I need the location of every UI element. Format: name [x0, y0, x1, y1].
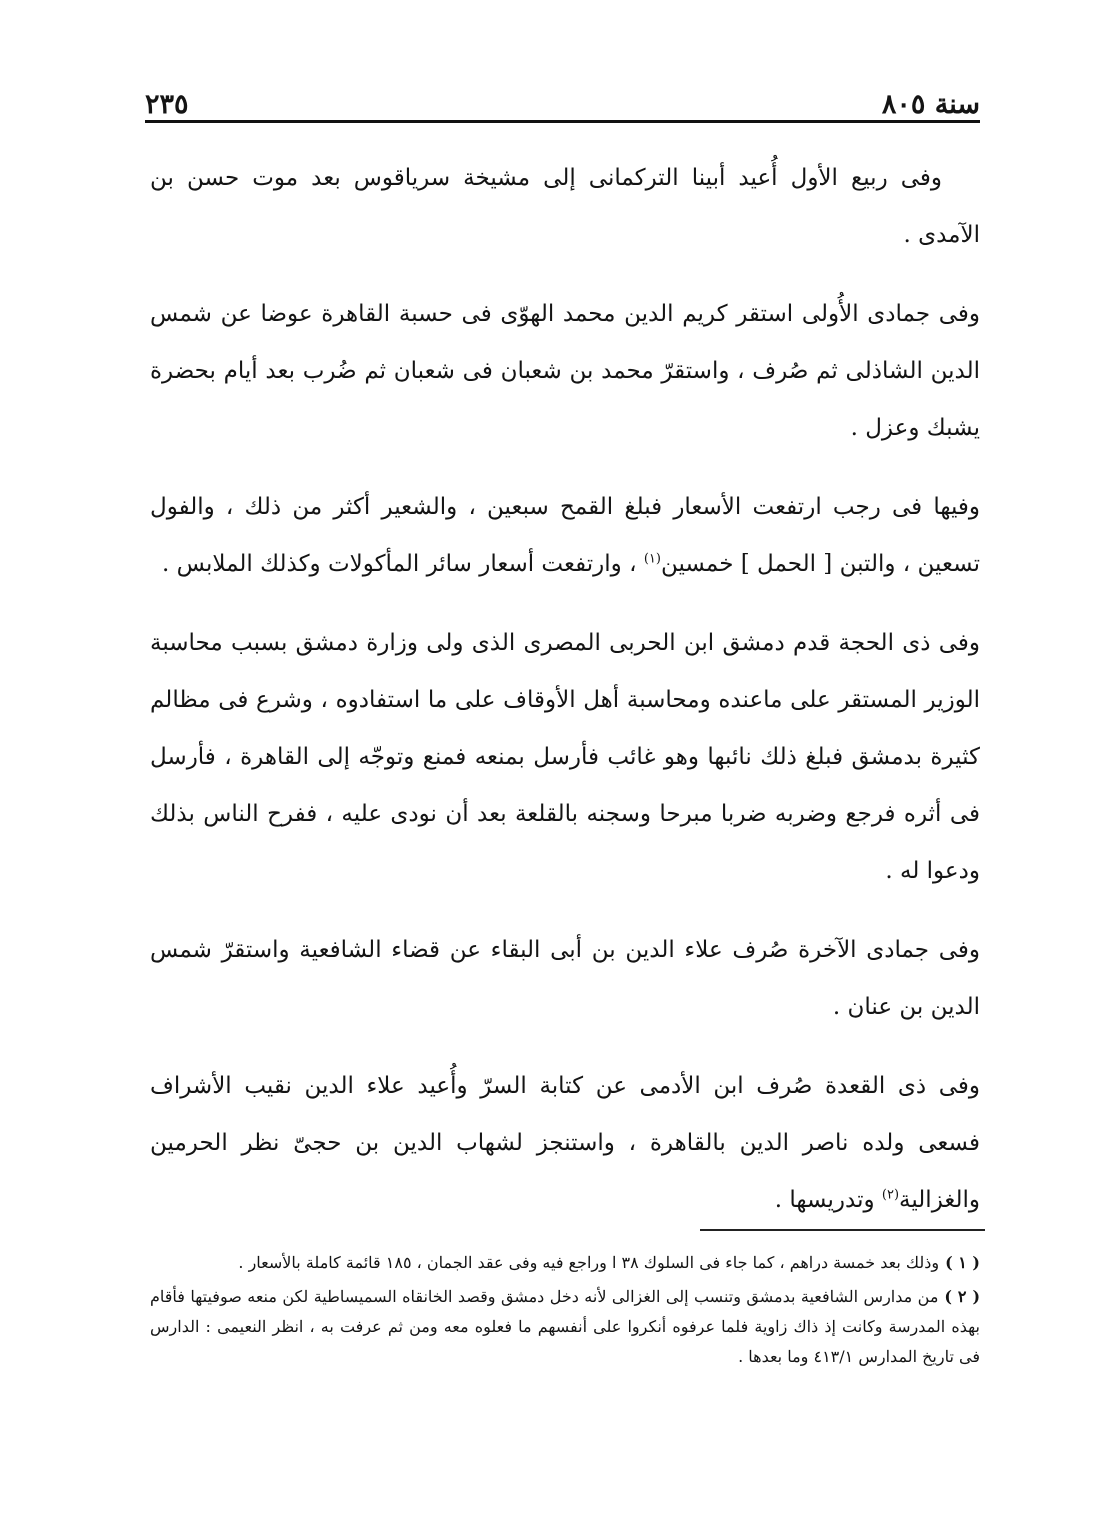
main-text: [150, 150, 980, 1251]
footnote-rule: [700, 1229, 985, 1231]
running-header: [145, 80, 980, 120]
paragraph-3-tail: ، وارتفعت أسعار سائر المأكولات وكذلك الملابس .: [162, 551, 644, 577]
footnote-ref-2: (٢): [881, 1187, 900, 1203]
paragraph-2: وفى جمادى الأُولى استقر كريم الدين محمد الهوّى فى حسبة القاهرة عوضا عن شمس الدين الشاذلى ثم صُرف ، واستقرّ محمد بن شعبان فى شعبان ثم ضُرب بعد أيام بحضرة يشبك وعزل .: [150, 301, 980, 441]
header-year: سنة ٨٠٥: [881, 89, 980, 120]
footnote-1-number: ( ١ ): [945, 1253, 980, 1272]
paragraph-6-text: وفى ذى القعدة صُرف ابن الأدمى عن كتابة السرّ وأُعيد علاء الدين نقيب الأشراف فسعى ولده ناصر الدين بالقاهرة ، واستنجز لشهاب الدين بن حجىّ نظر الحرمين والغزالية: [150, 1073, 980, 1213]
footnote-1: [150, 1248, 980, 1278]
paragraph-4: وفى ذى الحجة قدم دمشق ابن الحربى المصرى الذى ولى وزارة دمشق بسبب محاسبة الوزير المستقر على ماعنده ومحاسبة أهل الأوقاف على ما استفادوه ، وشرع فى مظالم كثيرة بدمشق فبلغ ذلك نائبها وهو غائب فأرسل بمنعه فمنع وتوجّه إلى القاهرة ، فأرسل فى أثره فرجع وضربه ضربا مبرحا وسجنه بالقلعة بعد أن نودى عليه ، ففرح الناس بذلك ودعوا له .: [150, 630, 980, 884]
paragraph-6-tail: وتدريسها .: [774, 1187, 882, 1213]
paragraph-6: [150, 1058, 980, 1229]
footnote-2: [150, 1282, 980, 1372]
footnote-2-number: ( ٢ ): [944, 1287, 981, 1306]
paragraph-3: [150, 479, 980, 593]
footnote-ref-1: (١): [643, 551, 661, 567]
header-rule: [145, 120, 980, 123]
footnote-2-text: من مدارس الشافعية بدمشق وتنسب إلى الغزالى لأنه دخل دمشق وقصد الخانقاه السميساطية لكن منعه صوفيتها فأقام بهذه المدرسة وكانت إذ ذاك زاوية فلما عرفوه أنكروا على أنفسهم ما فعلوه معه ومن ثم عرفت به ، انظر النعيمى : الدارس فى تاريخ المدارس ٤١٣/١ وما بعدها .: [150, 1287, 980, 1366]
paragraph-1: وفى ربيع الأول أُعيد أبينا التركمانى إلى مشيخة سرياقوس بعد موت حسن بن الآمدى .: [150, 165, 980, 248]
paragraph-5: وفى جمادى الآخرة صُرف علاء الدين بن أبى البقاء عن قضاء الشافعية واستقرّ شمس الدين بن عنان .: [150, 937, 980, 1020]
page-number: ٢٣٥: [145, 89, 189, 120]
paragraph-3-text: وفيها فى رجب ارتفعت الأسعار فبلغ القمح سبعين ، والشعير أكثر من ذلك ، والفول تسعين ، والتبن [ الحمل ] خمسين: [150, 494, 980, 577]
footnote-1-text: وذلك بعد خمسة دراهم ، كما جاء فى السلوك ٣٨ ا وراجع فيه وفى عقد الجمان ، ١٨٥ قائمة كاملة بالأسعار .: [238, 1253, 940, 1272]
footnotes: [150, 1248, 980, 1376]
